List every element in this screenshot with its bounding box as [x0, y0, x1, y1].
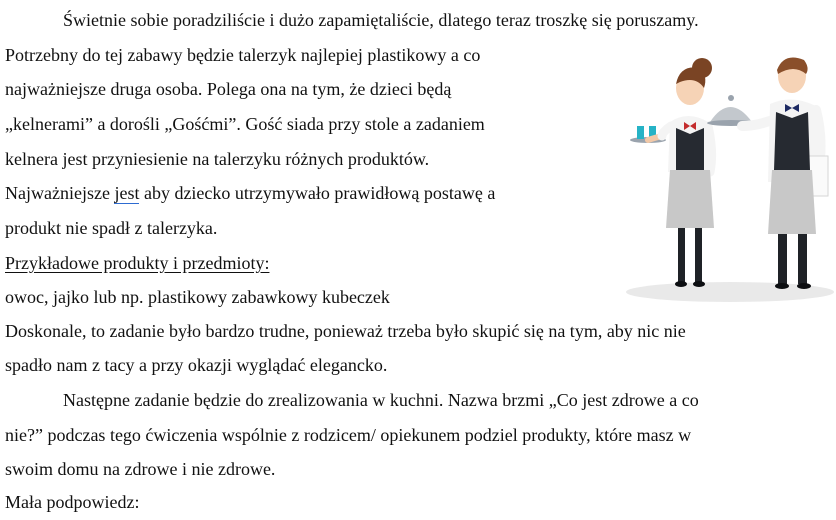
waiter-figure — [707, 58, 828, 289]
waiters-illustration — [618, 52, 836, 308]
paragraph-line: Mała podpowiedz: — [5, 492, 140, 512]
paragraph-line: Doskonale, to zadanie było bardzo trudne, ponieważ trzeba było skupić się na tym, aby nic nie — [5, 321, 686, 341]
paragraph-line-mixed — [5, 181, 495, 205]
section-heading: Przykładowe produkty i przedmioty: — [5, 253, 270, 273]
paragraph-line: Następne zadanie będzie do zrealizowania w kuchni. Nazwa brzmi „Co jest zdrowe a co — [63, 390, 699, 410]
spellcheck-marked-word[interactable]: jest — [114, 183, 140, 203]
paragraph-line: nie?” podczas tego ćwiczenia wspólnie z rodzicem/ opiekunem podziel produkty, które masz w — [5, 425, 692, 445]
paragraph-line: Świetnie sobie poradziliście i dużo zapamiętaliście, dlatego teraz troszkę się poruszamy. — [63, 10, 699, 30]
paragraph-line: spadło nam z tacy a przy okazji wyglądać elegancko. — [5, 355, 388, 375]
waitress-figure — [630, 58, 714, 287]
paragraph-line: Potrzebny do tej zabawy będzie talerzyk najlepiej plastikowy a co — [5, 45, 481, 65]
paragraph-line: swoim domu na zdrowe i nie zdrowe. — [5, 459, 276, 479]
paragraph-line: produkt nie spadł z talerzyka. — [5, 218, 218, 238]
waiters-icon — [618, 52, 836, 308]
paragraph-line: „kelnerami” a dorośli „Gośćmi”. Gość siada przy stole a zadaniem — [5, 114, 485, 134]
text-run: Najważniejsze — [5, 183, 115, 203]
text-run: aby dziecko utrzymywało prawidłową postawę a — [139, 183, 496, 203]
paragraph-line: owoc, jajko lub np. plastikowy zabawkowy kubeczek — [5, 287, 390, 307]
paragraph-line: najważniejsze druga osoba. Polega ona na tym, że dzieci będą — [5, 79, 452, 99]
paragraph-line: kelnera jest przyniesienie na talerzyku różnych produktów. — [5, 149, 430, 169]
